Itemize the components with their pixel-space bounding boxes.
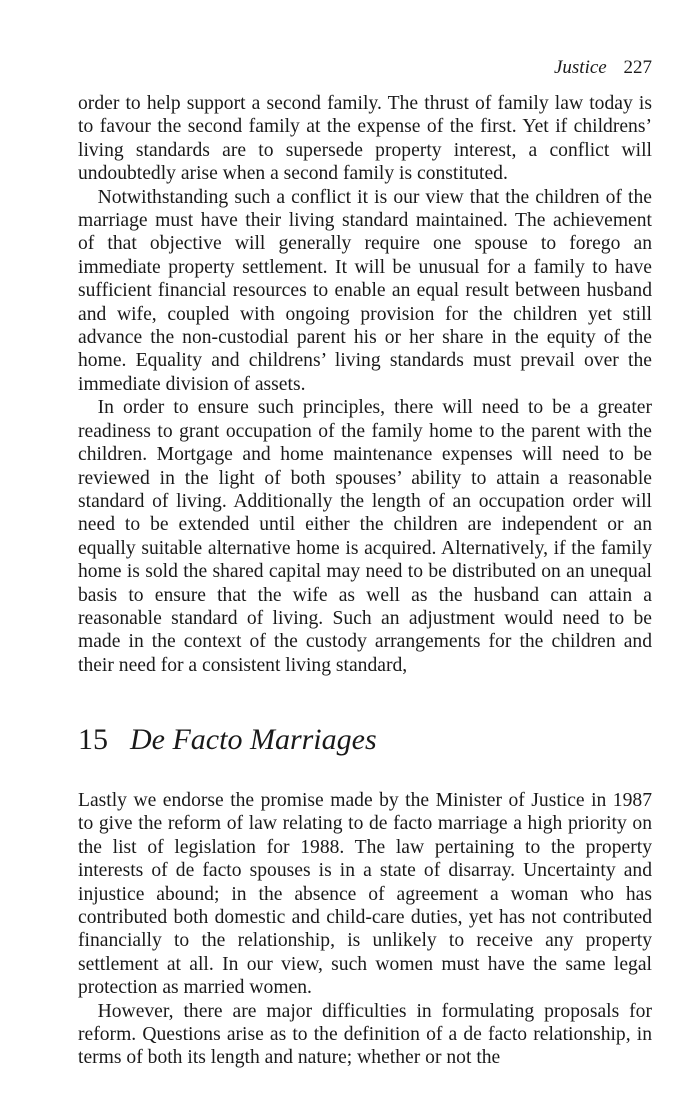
paragraph-difficulties: However, there are major difficulties in formulating proposals for reform. Questions arise as to the definition of a de facto relationship, in terms of both its length and nature; whether or not the xyxy=(78,1000,652,1069)
running-head xyxy=(554,57,652,79)
paragraph-family-home: In order to ensure such principles, there will need to be a greater readiness to grant occupation of the family home to the parent with the children. Mortgage and home maintenance expenses will need to be reviewed in the light of both spouses’ ability to attain a reasonable standard of living. Additionally the length of an occupation order will need to be extended until either the children are independent or an equally suitable alternative home is acquired. Alternatively, if the family home is sold the shared capital may need to be distributed on an unequal basis to ensure that the wife as well as the husband can attain a reasonable standard of living. Such an adjustment would need to be made in the context of the custody arrangements for the children and their need for a consistent living standard, xyxy=(78,397,652,676)
section-heading xyxy=(78,722,652,758)
page-number: 227 xyxy=(623,57,652,78)
paragraph-de-facto-reform: Lastly we endorse the promise made by the Minister of Justice in 1987 to give the reform of law relating to de facto marriage a high priority on the list of legislation for 1988. The law pertaining to the property interests of de facto spouses is in a state of disarray. Uncertainty and injustice abound; in the absence of agreement a woman who has contributed both domestic and child-care duties, yet has not contributed financially to the relationship, is unlikely to receive any property settlement at all. In our view, such women must have the same legal protection as married women. xyxy=(78,790,652,999)
section-number: 15 xyxy=(78,723,108,756)
book-page xyxy=(78,0,652,1118)
section-title: De Facto Marriages xyxy=(130,723,377,756)
body-text-before-section xyxy=(78,92,652,677)
body-text-after-section xyxy=(78,789,652,1070)
running-head-title: Justice xyxy=(553,57,607,78)
paragraph-living-standards: Notwithstanding such a conflict it is our view that the children of the marriage must have their living standard maintained. The achievement of that objective will generally require one spouse to forego an immediate property settlement. It will be unusual for a family to have sufficient financial resources to enable an equal result between husband and wife, coupled with ongoing provision for the children yet still advance the non-custodial parent his or her share in the equity of the home. Equality and childrens’ living standards must prevail over the immediate division of assets. xyxy=(78,186,652,395)
paragraph-continuation: order to help support a second family. The thrust of family law today is to favour the second family at the expense of the first. Yet if childrens’ living standards are to supersede property interest, a conflict will undoubtedly arise when a second family is constituted. xyxy=(78,93,652,185)
